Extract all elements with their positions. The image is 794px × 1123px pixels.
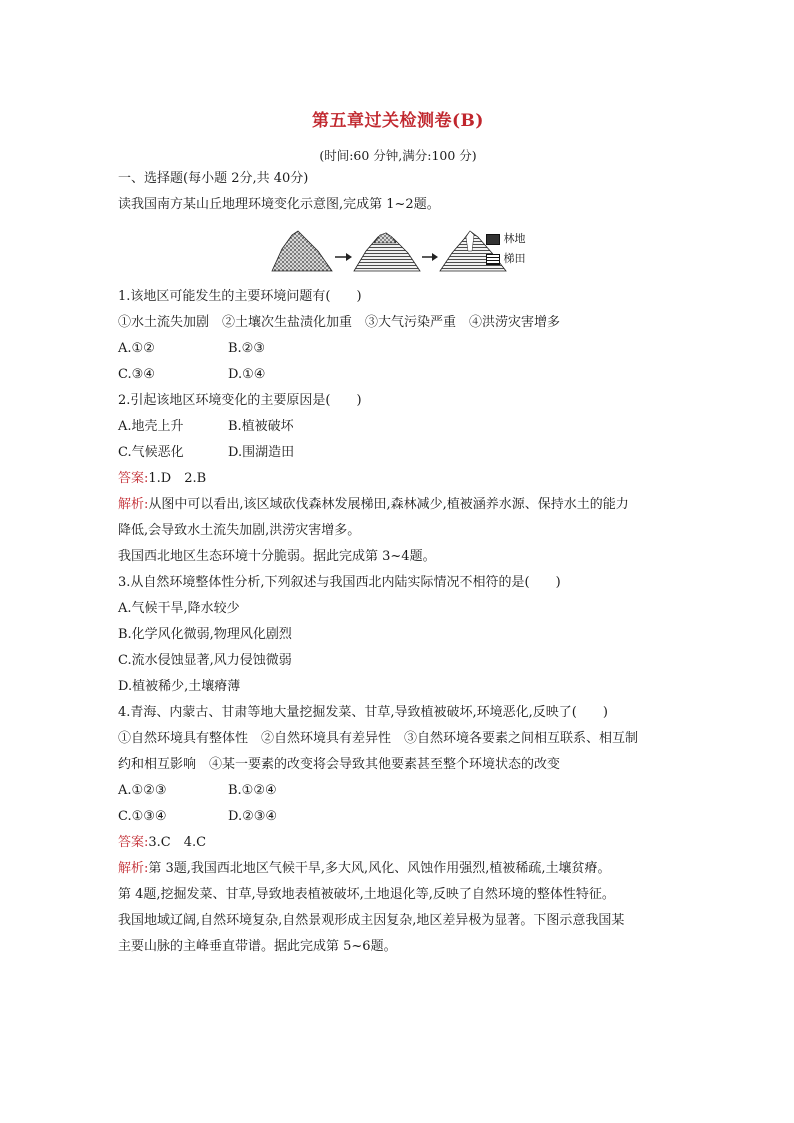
hill-change-figure: [270, 225, 530, 275]
question-intro-line2: 主要山脉的主峰垂直带谱。据此完成第 5~6题。: [118, 939, 397, 954]
question-1-stem: 1.该地区可能发生的主要环境问题有( ): [118, 289, 362, 304]
option-b: B.①②④: [228, 783, 277, 798]
answer-label: 答案:: [118, 471, 149, 486]
answer-label: 答案:: [118, 835, 149, 850]
question-1-items: ①水土流失加剧 ②土壤次生盐渍化加重 ③大气污染严重 ④洪涝灾害增多: [118, 315, 561, 330]
question-4-items-line2: 约和相互影响 ④某一要素的改变将会导致其他要素甚至整个环境状态的改变: [118, 757, 561, 772]
section-heading: 一、选择题(每小题 2分,共 40分): [118, 171, 309, 186]
question-intro: 我国西北地区生态环境十分脆弱。据此完成第 3~4题。: [118, 549, 436, 564]
question-2-stem: 2.引起该地区环境变化的主要原因是( ): [118, 393, 362, 408]
question-1-options-row2: [118, 366, 418, 384]
question-1-options-row1: [118, 340, 418, 358]
option-a: A.①②: [118, 341, 155, 356]
question-intro: 读我国南方某山丘地理环境变化示意图,完成第 1~2题。: [118, 197, 440, 212]
page-title: 第五章过关检测卷(B): [312, 111, 484, 131]
legend-terrace: [486, 253, 526, 265]
question-4-options-row1: [118, 782, 418, 800]
option-a: A.气候干旱,降水较少: [118, 601, 240, 616]
answer-1-2: [118, 470, 206, 488]
explanation-label: 解析:: [118, 497, 149, 512]
option-d: D.围湖造田: [228, 445, 295, 460]
arrow-head-icon: [346, 253, 352, 261]
question-2-options-row1: [118, 418, 418, 436]
forest-swatch-icon: [486, 234, 500, 245]
arrow-head-icon: [432, 253, 438, 261]
option-b: B.化学风化微弱,物理风化剧烈: [118, 627, 292, 642]
option-c: C.气候恶化: [118, 445, 184, 460]
legend-forest-label: 林地: [503, 232, 526, 245]
option-d: D.植被稀少,土壤瘠薄: [118, 679, 241, 694]
option-b: B.②③: [228, 341, 265, 356]
legend-terrace-label: 梯田: [503, 252, 526, 265]
exam-info: (时间:60 分钟,满分:100 分): [319, 148, 477, 163]
legend-forest: [486, 233, 526, 245]
question-4-items-line1: ①自然环境具有整体性 ②自然环境具有差异性 ③自然环境各要素之间相互联系、相互制: [118, 731, 639, 746]
explanation-label: 解析:: [118, 861, 149, 876]
option-c: C.③④: [118, 367, 155, 382]
explanation-1-2-line2: 降低,会导致水土流失加剧,洪涝灾害增多。: [118, 523, 361, 538]
question-4-stem: 4.青海、内蒙古、甘肃等地大量挖掘发菜、甘草,导致植被破坏,环境恶化,反映了( ): [118, 705, 608, 720]
explanation-3-4-line1: [118, 860, 610, 878]
question-intro-line1: 我国地域辽阔,自然环境复杂,自然景观形成主因复杂,地区差异极为显著。下图示意我国某: [118, 913, 625, 928]
forest-hill: [272, 231, 332, 271]
option-d: D.①④: [228, 367, 266, 382]
question-3-stem: 3.从自然环境整体性分析,下列叙述与我国西北内陆实际情况不相符的是( ): [118, 575, 561, 590]
option-c: C.①③④: [118, 809, 167, 824]
option-c: C.流水侵蚀显著,风力侵蚀微弱: [118, 653, 292, 668]
option-a: A.地壳上升: [118, 419, 184, 434]
explanation-text: 从图中可以看出,该区域砍伐森林发展梯田,森林减少,植被涵养水源、保持水土的能力: [148, 497, 629, 512]
answer-text: 1.D 2.B: [148, 471, 207, 486]
explanation-text: 第 3题,我国西北地区气候干旱,多大风,风化、风蚀作用强烈,植被稀疏,土壤贫瘠。: [148, 861, 611, 876]
answer-3-4: [118, 834, 206, 852]
question-2-options-row2: [118, 444, 418, 462]
answer-text: 3.C 4.C: [148, 835, 207, 850]
option-b: B.植被破坏: [228, 419, 294, 434]
option-a: A.①②③: [118, 783, 167, 798]
explanation-1-2-line1: [118, 496, 629, 514]
terrace-swatch-icon: [486, 254, 500, 265]
explanation-3-4-line2: 第 4题,挖掘发菜、甘草,导致地表植被破坏,土地退化等,反映了自然环境的整体性特征。: [118, 887, 615, 902]
question-4-options-row2: [118, 808, 418, 826]
option-d: D.②③④: [228, 809, 278, 824]
